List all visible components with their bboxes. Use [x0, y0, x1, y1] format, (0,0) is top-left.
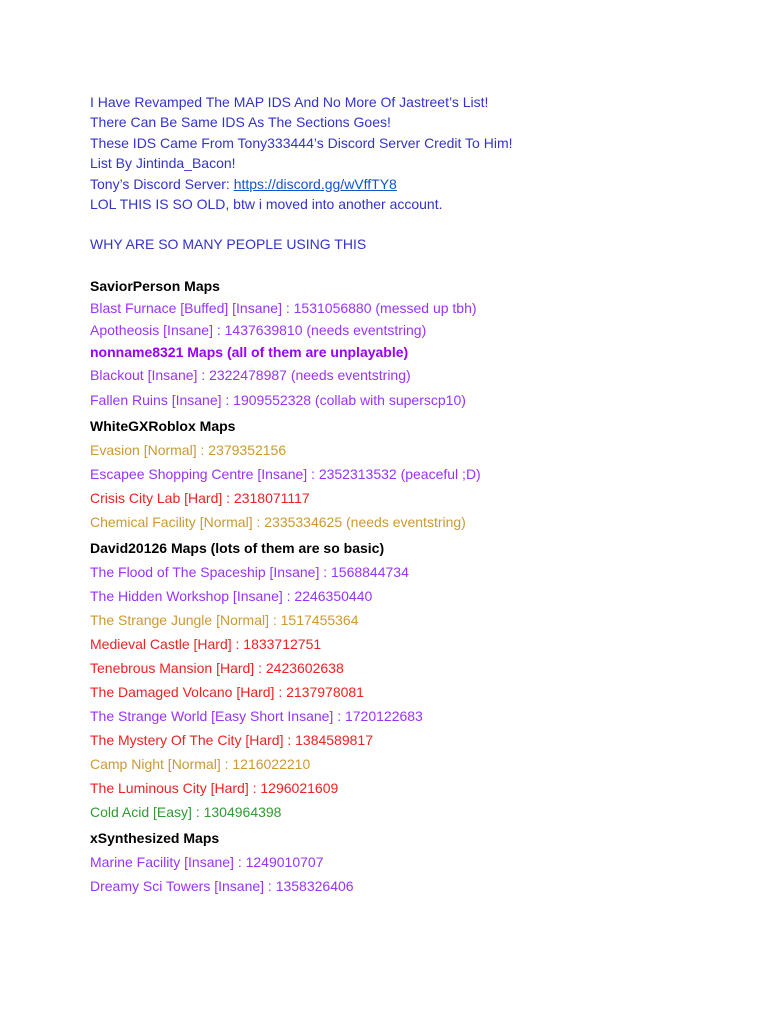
map-item: Chemical Facility [Normal] : 2335334625 (needs eventstring)	[90, 513, 466, 530]
map-item: Blast Furnace [Buffed] [Insane] : 1531056880 (messed up tbh)	[90, 299, 477, 316]
discord-link[interactable]: https://discord.gg/wVffTY8	[233, 175, 397, 192]
section-heading-saviorperson: SaviorPerson Maps	[90, 277, 220, 294]
map-item: Camp Night [Normal] : 1216022210	[90, 755, 311, 772]
intro-question: WHY ARE SO MANY PEOPLE USING THIS	[90, 236, 367, 253]
map-item: Crisis City Lab [Hard] : 2318071117	[90, 489, 310, 506]
spacer	[90, 214, 750, 234]
intro-block	[90, 92, 750, 255]
map-item: The Strange World [Easy Short Insane] : 1720122683	[90, 707, 423, 724]
discord-label: Tony’s Discord Server:	[90, 175, 234, 192]
intro-line: I Have Revamped The MAP IDS And No More Of Jastreet’s List!	[90, 94, 489, 110]
map-item: The Hidden Workshop [Insane] : 2246350440	[90, 587, 373, 604]
intro-note: LOL THIS IS SO OLD, btw i moved into another account.	[90, 196, 443, 213]
section-heading-whitegxroblox: WhiteGXRoblox Maps	[90, 417, 236, 434]
intro-line: There Can Be Same IDS As The Sections Goes!	[90, 114, 391, 131]
map-item: The Damaged Volcano [Hard] : 2137978081	[90, 683, 364, 700]
map-item: Apotheosis [Insane] : 1437639810 (needs eventstring)	[90, 321, 427, 338]
map-item: The Strange Jungle [Normal] : 1517455364	[90, 611, 359, 628]
document-body	[90, 92, 750, 896]
map-item: The Luminous City [Hard] : 1296021609	[90, 779, 339, 796]
map-item: Blackout [Insane] : 2322478987 (needs eventstring)	[90, 366, 411, 383]
map-item: The Mystery Of The City [Hard] : 1384589817	[90, 731, 373, 748]
map-item: Medieval Castle [Hard] : 1833712751	[90, 635, 322, 652]
intro-line: List By Jintinda_Bacon!	[90, 155, 236, 172]
section-heading-nonname8321: nonname8321 Maps (all of them are unplayable)	[90, 343, 409, 360]
discord-line	[90, 174, 750, 194]
map-item: Marine Facility [Insane] : 1249010707	[90, 853, 324, 870]
map-item: Escapee Shopping Centre [Insane] : 2352313532 (peaceful ;D)	[90, 465, 481, 482]
section-heading-david20126: David20126 Maps (lots of them are so basic)	[90, 539, 385, 556]
intro-line: These IDS Came From Tony333444’s Discord Server Credit To Him!	[90, 134, 513, 151]
map-item: Cold Acid [Easy] : 1304964398	[90, 803, 282, 820]
section-heading-xsynthesized: xSynthesized Maps	[90, 829, 220, 846]
map-item: Tenebrous Mansion [Hard] : 2423602638	[90, 659, 344, 676]
map-item: The Flood of The Spaceship [Insane] : 1568844734	[90, 563, 409, 580]
map-item: Evasion [Normal] : 2379352156	[90, 441, 287, 458]
map-item: Fallen Ruins [Insane] : 1909552328 (collab with superscp10)	[90, 391, 466, 408]
map-item: Dreamy Sci Towers [Insane] : 1358326406	[90, 877, 354, 894]
